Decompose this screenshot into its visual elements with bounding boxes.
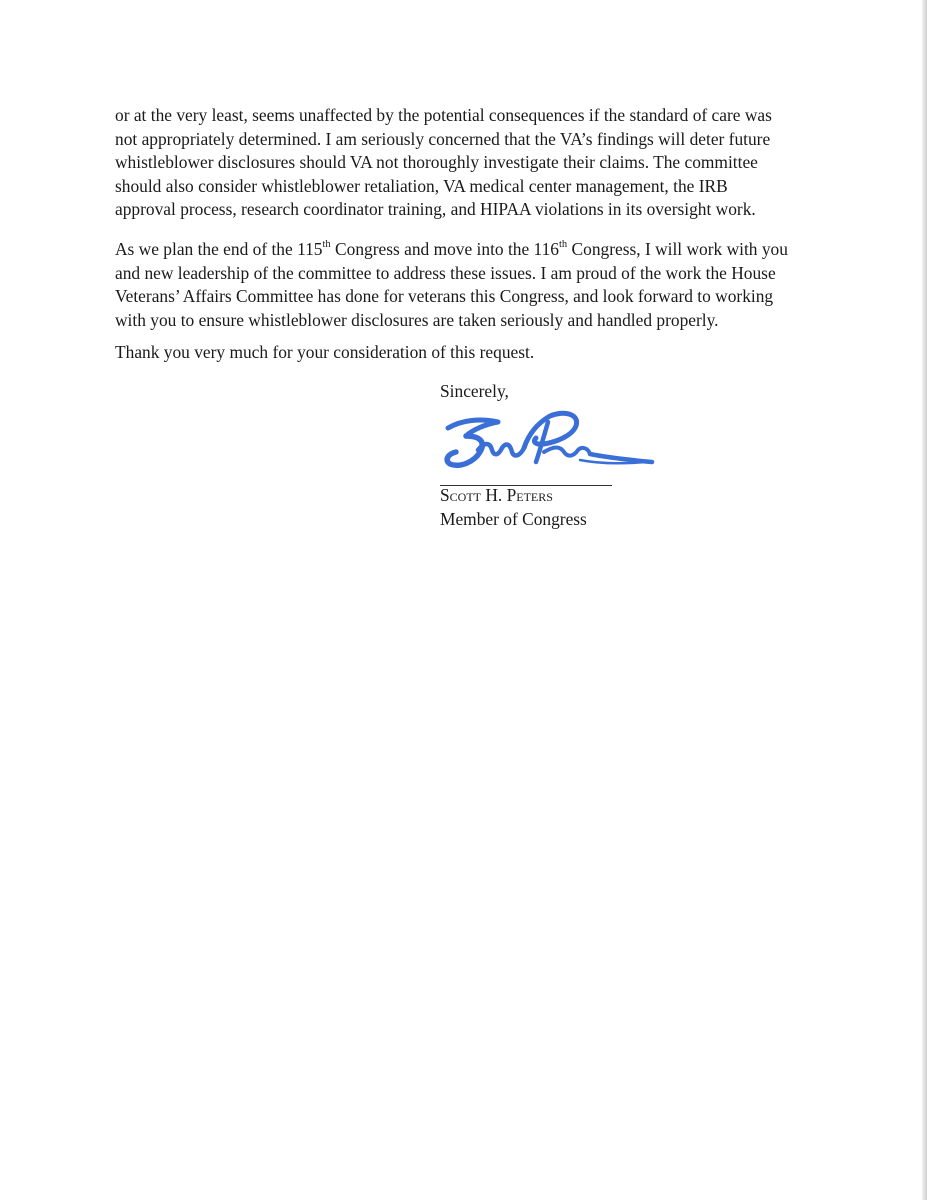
paragraph-line: should also consider whistleblower retaliation, VA medical center management, the IRB xyxy=(115,175,728,196)
signer-title: Member of Congress xyxy=(440,509,587,529)
paragraph-congress-plan xyxy=(115,238,835,332)
paragraph-line: and new leadership of the committee to address these issues. I am proud of the work the House xyxy=(115,262,776,283)
paragraph-line xyxy=(115,238,835,262)
paragraph-line: whistleblower disclosures should VA not thoroughly investigate their claims. The committee xyxy=(115,152,758,173)
line-text: As we plan the end of the 115 xyxy=(115,239,323,259)
paragraph-line: or at the very least, seems unaffected by the potential consequences if the standard of care was xyxy=(115,105,772,125)
paragraph-line: not appropriately determined. I am seriously concerned that the VA’s findings will deter future xyxy=(115,128,771,149)
signer-name: Scott H. Peters xyxy=(440,485,553,505)
paragraph-thank-you: Thank you very much for your consideration of this request. xyxy=(115,342,535,362)
paragraph-oversight-concerns xyxy=(115,104,835,222)
line-text: Congress, I will work with you xyxy=(567,239,788,259)
page-edge-shadow xyxy=(922,0,927,1200)
ordinal-suffix: th xyxy=(322,239,331,251)
paragraph-line: Veterans’ Affairs Committee has done for veterans this Congress, and look forward to working xyxy=(115,286,774,307)
handwritten-signature xyxy=(440,402,660,482)
paragraph-line: approval process, research coordinator training, and HIPAA violations in its oversight work. xyxy=(115,199,756,220)
closing-salutation: Sincerely, xyxy=(440,381,509,401)
ordinal-suffix: th xyxy=(559,239,568,251)
line-text: Congress and move into the 116 xyxy=(330,239,559,259)
paragraph-line: with you to ensure whistleblower disclosures are taken seriously and handled properly. xyxy=(115,309,719,330)
